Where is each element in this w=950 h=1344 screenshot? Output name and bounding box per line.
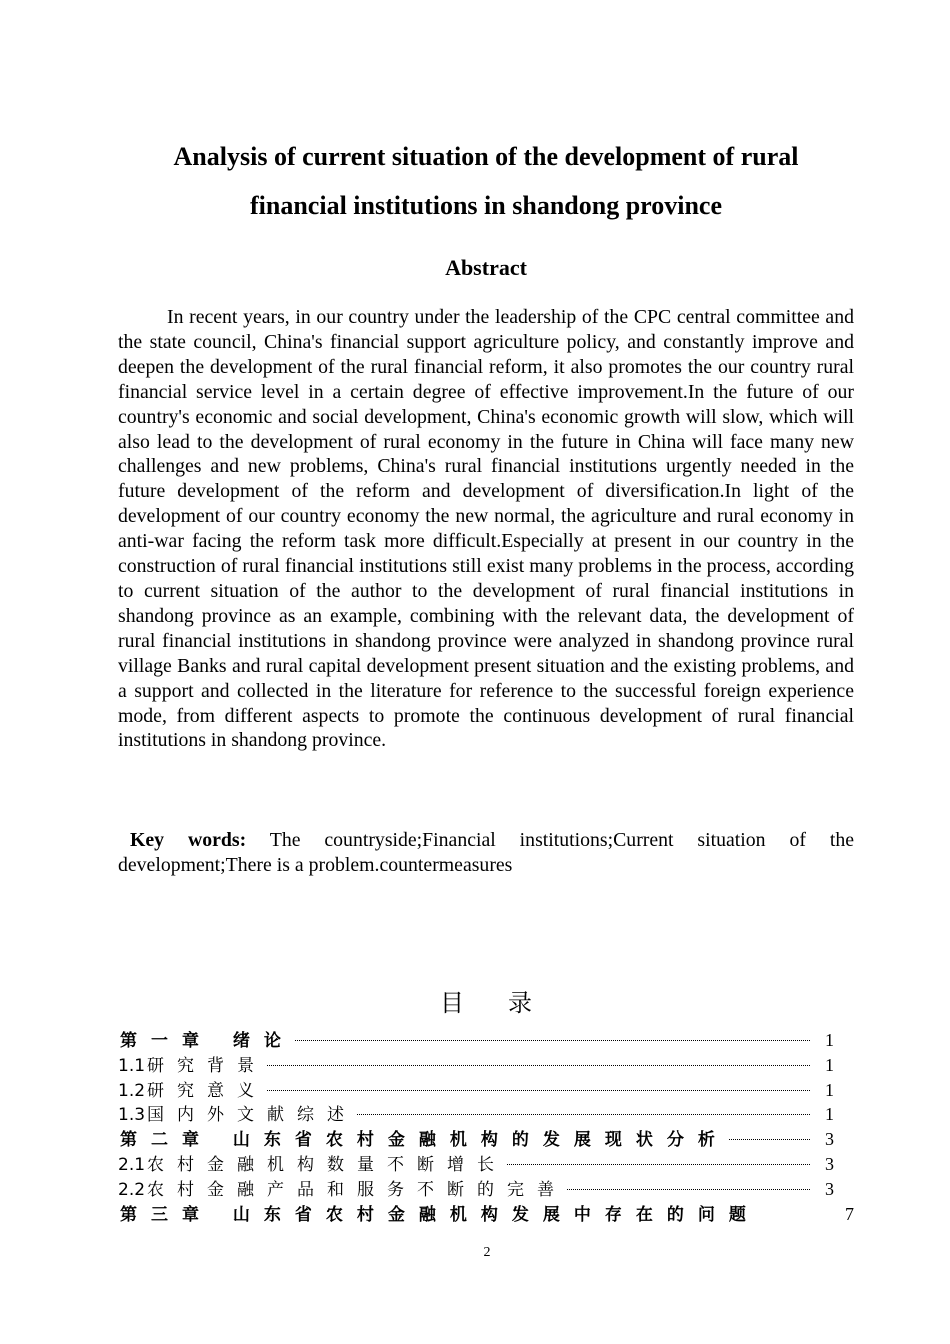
abstract-body: In recent years, in our country under the leadership of the CPC central committee and the state council, China's financial support agriculture policy, and constantly improve and deepen the development of the rural financial reform, it also promotes the our country rural financial service level in a certain degree of effective improvement.In the future of our country's economic and social development, China's economic growth will slow, which will also lead to the development of rural economy in the future in China will face many new challenges and new problems, China's rural financial institutions urgently needed in the future development of the reform and development of diversification.In light of the development of our country economy the new normal, the agriculture and rural economy in anti-war facing the reform task more difficult.Especially at present in our country in the construction of rural financial institutions still exist many problems in the process, according to current situation of the author to the development of rural financial institutions in shandong province as an example, combining with the relevant data, the development of rural financial institutions in shandong province were analyzed in shandong province rural village Banks and rural capital development present situation and the existing problems, and a support and collected in the literature for reference to the successful foreign experience mode, from different aspects to promote the continuous development of rural financial institutions in shandong province. xyxy=(118,306,854,752)
toc-leader-dots xyxy=(567,1189,810,1190)
toc-entry-label: 农村金融机构数量不断增长 xyxy=(147,1154,508,1175)
toc-entry-label: 研究意义 xyxy=(147,1080,268,1101)
paper-title-line-1: Analysis of current situation of the development of rural xyxy=(173,142,799,171)
toc-entry[interactable] xyxy=(118,1028,834,1053)
toc-entry-label: 第三章 山东省农村金融机构发展中存在的问题 xyxy=(120,1204,760,1225)
toc-entry[interactable] xyxy=(118,1078,834,1103)
toc-entry-page: 7 xyxy=(845,1203,854,1224)
toc-entry[interactable] xyxy=(118,1127,834,1152)
paper-title-line-2: financial institutions in shandong province xyxy=(250,191,722,220)
toc-entry-number: 2.2 xyxy=(118,1179,146,1200)
toc-leader-dots xyxy=(295,1040,810,1041)
toc-entry-label: 第一章 绪论 xyxy=(120,1031,295,1051)
toc-entry-label: 研究背景 xyxy=(147,1055,268,1076)
toc-title xyxy=(118,988,854,1018)
toc-leader-dots xyxy=(729,1139,810,1140)
toc-title-char-2: 录 xyxy=(508,989,532,1017)
toc-entry-page: 1 xyxy=(825,1030,834,1050)
toc-entry[interactable] xyxy=(118,1177,834,1202)
toc-entry-page: 3 xyxy=(825,1178,834,1199)
toc-entry[interactable] xyxy=(118,1202,854,1227)
toc-leader-dots xyxy=(267,1090,810,1091)
toc-entry-page: 3 xyxy=(825,1153,834,1174)
keywords-text: The countryside;Financial institutions;Current situation of the development;There is a problem.countermeasures xyxy=(118,829,854,876)
toc-leader-dots xyxy=(357,1114,810,1115)
table-of-contents xyxy=(118,1028,854,1226)
toc-title-char-1: 目 xyxy=(440,989,464,1017)
toc-entry-page: 1 xyxy=(825,1104,834,1125)
toc-leader-dots xyxy=(267,1065,810,1066)
toc-entry-number: 2.1 xyxy=(118,1154,146,1175)
toc-entry-label: 农村金融产品和服务不断的完善 xyxy=(147,1179,568,1200)
page-number: 2 xyxy=(483,1245,491,1260)
toc-leader-dots xyxy=(507,1164,810,1165)
toc-entry-number: 1.1 xyxy=(118,1055,146,1076)
toc-entry-label: 第二章 山东省农村金融机构的发展现状分析 xyxy=(120,1130,729,1151)
toc-entry[interactable] xyxy=(118,1053,834,1078)
toc-entry-page: 1 xyxy=(825,1079,834,1100)
toc-entry-page: 1 xyxy=(825,1054,834,1075)
toc-entry-page: 3 xyxy=(825,1129,834,1150)
keywords xyxy=(118,828,854,878)
keywords-label: Key words: xyxy=(130,829,247,851)
toc-entry[interactable] xyxy=(118,1102,834,1127)
toc-entry-number: 1.3 xyxy=(118,1105,146,1126)
toc-entry-label: 国内外文献综述 xyxy=(147,1105,358,1126)
toc-entry[interactable] xyxy=(118,1152,834,1177)
abstract-heading: Abstract xyxy=(445,255,527,280)
toc-entry-number: 1.2 xyxy=(118,1080,146,1101)
paper-title xyxy=(118,132,854,230)
